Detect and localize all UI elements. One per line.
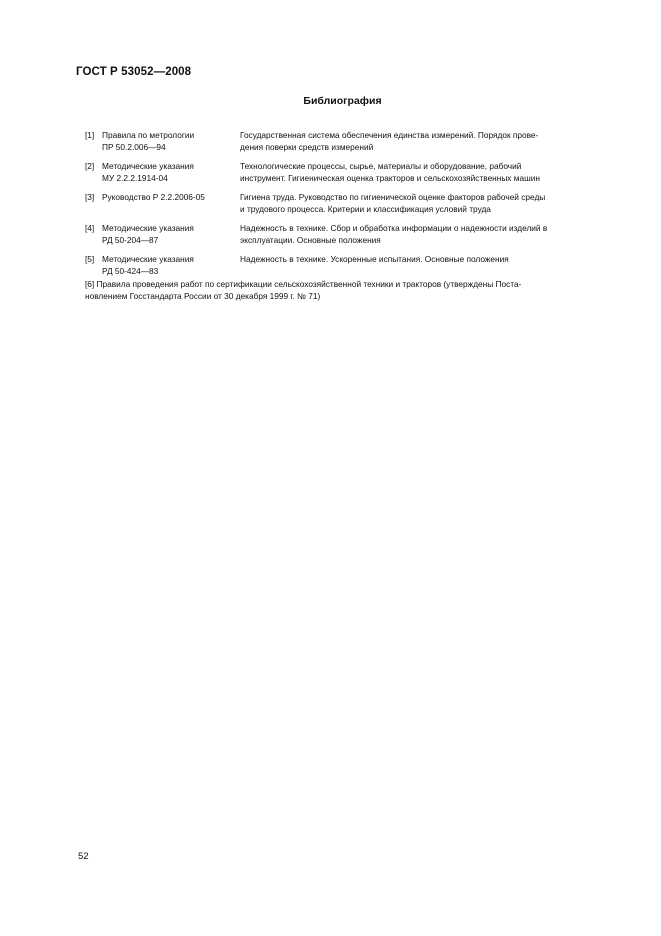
entry-number: [1] xyxy=(85,130,95,140)
entry-number: [5] xyxy=(85,254,95,264)
page-title: Библиография xyxy=(303,95,382,107)
entry-code-line: Методические указания xyxy=(102,223,194,233)
entry-description xyxy=(240,253,609,277)
entry-line: новлением Госстандарта России от 30 декабря 1999 г. № 71) xyxy=(85,291,321,301)
entry-desc-line: Надежность в технике. Сбор и обработка информации о надежности изделий в xyxy=(240,223,548,233)
entry-line: [6] Правила проведения работ по сертификации сельскохозяйственной техники и тракторов (утверждены Поста- xyxy=(85,279,522,289)
entry-desc-line: Технологические процессы, сырье, материалы и оборудование, рабочий xyxy=(240,161,522,171)
entry-code-line: РД 50-204—87 xyxy=(102,235,159,245)
bibliography-list xyxy=(85,129,609,284)
entry-description xyxy=(240,222,609,246)
entry-code-line: Руководство Р 2.2.2006-05 xyxy=(102,192,205,202)
entry-document-code xyxy=(102,253,240,277)
bibliography-entry xyxy=(85,191,609,215)
entry-number: [3] xyxy=(85,192,95,202)
entry-desc-line: дения поверки средств измерений xyxy=(240,142,374,152)
entry-code-line: Правила по метрологии xyxy=(102,130,195,140)
entry-document-code xyxy=(102,129,240,153)
entry-description xyxy=(240,160,609,184)
entry-desc-line: инструмент. Гигиеническая оценка тракторов и сельскохозяйственных машин xyxy=(240,173,540,183)
entry-desc-line: Государственная система обеспечения единства измерений. Порядок прове- xyxy=(240,130,539,140)
entry-description xyxy=(240,129,609,153)
entry-code-line: МУ 2.2.2.1914-04 xyxy=(102,173,168,183)
entry-desc-line: и трудового процесса. Критерии и классификация условий труда xyxy=(240,204,491,214)
bibliography-entry xyxy=(85,160,609,184)
bibliography-entry-full-width xyxy=(85,278,609,302)
entry-code-line: Методические указания xyxy=(102,254,194,264)
bibliography-entry xyxy=(85,253,609,277)
entry-document-code xyxy=(102,222,240,246)
bibliography-entry xyxy=(85,129,609,153)
entry-code-line: РД 50-424—83 xyxy=(102,266,159,276)
entry-desc-line: Гигиена труда. Руководство по гигиенической оценке факторов рабочей среды xyxy=(240,192,546,202)
entry-number: [2] xyxy=(85,161,95,171)
entry-desc-line: эксплуатации. Основные положения xyxy=(240,235,381,245)
entry-document-code xyxy=(102,191,240,215)
entry-desc-line: Надежность в технике. Ускоренные испытания. Основные положения xyxy=(240,254,509,264)
bibliography-entry xyxy=(85,222,609,246)
entry-code-line: ПР 50.2.006—94 xyxy=(102,142,166,152)
page-number: 52 xyxy=(78,851,89,862)
document-header: ГОСТ Р 53052—2008 xyxy=(76,66,192,78)
entry-code-line: Методические указания xyxy=(102,161,194,171)
entry-document-code xyxy=(102,160,240,184)
entry-description xyxy=(240,191,609,215)
entry-number: [4] xyxy=(85,223,95,233)
